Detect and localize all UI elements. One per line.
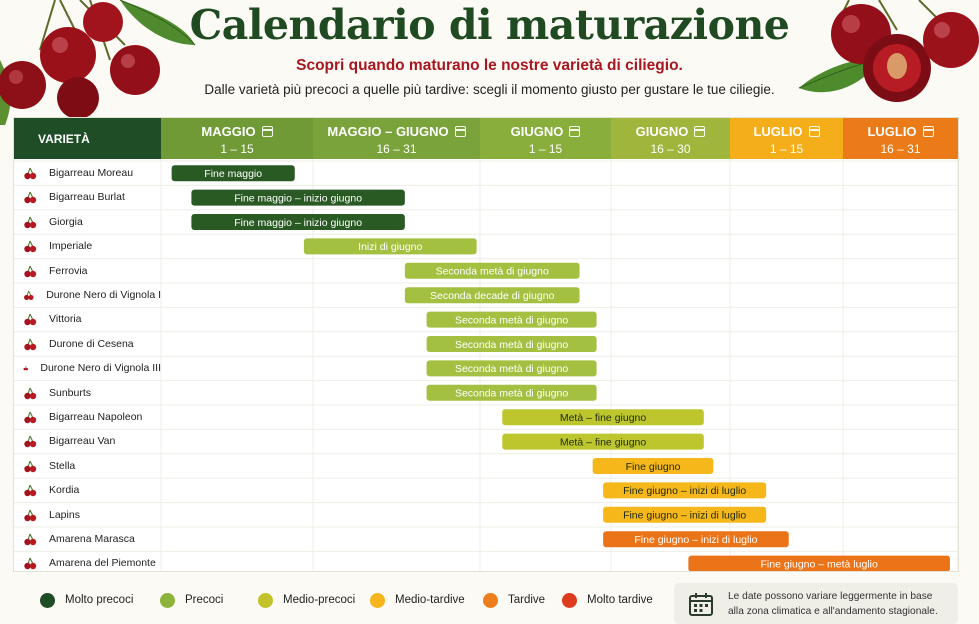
month-days: 1 – 15: [220, 142, 254, 156]
ripening-bar-label: Seconda metà di giugno: [454, 363, 569, 376]
page-intro: Dalle varietà più precoci a quelle più tardive: scegli il momento giusto per gustare le tue ciliegie.: [204, 82, 775, 97]
season-note-text: Le date possono variare leggermente in base alla zona climatica e all'andamento stagionale.: [728, 590, 938, 617]
ripening-bar-label: Fine giugno – inizi di luglio: [634, 534, 758, 546]
ripening-bar-label: Fine giugno – metà luglio: [760, 558, 878, 571]
legend-swatch: [40, 593, 55, 608]
calendar-icon: [688, 591, 714, 617]
month-label: LUGLIO: [867, 124, 917, 139]
month-label: LUGLIO: [753, 124, 803, 139]
variety-name: Amarena Marasca: [49, 533, 135, 545]
ripening-bar-label: Metà – fine giugno: [559, 436, 647, 449]
month-label: GIUGNO: [510, 124, 564, 139]
month-days: 16 – 31: [376, 142, 417, 156]
variety-name: Sunburts: [49, 386, 92, 399]
ripening-bar-label: Seconda metà di giugno: [454, 387, 569, 400]
variety-name: Giorgia: [49, 215, 83, 228]
legend-label: Medio-precoci: [283, 594, 356, 606]
legend-item: [483, 590, 545, 610]
season-note: [674, 583, 958, 624]
ripening-bar-label: Fine giugno: [625, 460, 681, 473]
variety-name: Imperiale: [49, 240, 93, 253]
ripening-bar-label: Fine giugno – inizi di luglio: [623, 509, 747, 522]
ripening-grid: [14, 118, 958, 571]
month-days: 16 – 31: [880, 142, 921, 156]
ripening-bar-label: Seconda metà di giugno: [454, 314, 569, 327]
ripening-bar-label: Seconda decade di giugno: [430, 290, 555, 302]
legend-swatch: [562, 593, 577, 608]
ripening-bar-label: Fine giugno – inizi di luglio: [623, 485, 747, 498]
variety-name: Durone Nero di Vignola III: [40, 362, 161, 375]
month-days: 16 – 30: [650, 142, 691, 156]
month-days: 1 – 15: [769, 142, 804, 156]
legend-label: Tardive: [508, 594, 546, 606]
legend-swatch: [160, 593, 175, 608]
variety-name: Kordia: [49, 484, 80, 497]
variety-name: Bigarreau Van: [49, 435, 116, 448]
ripening-bar-label: Fine maggio – inizio giugno: [234, 192, 363, 205]
page-subtitle: Scopri quando maturano le nostre varietà di ciliegio.: [296, 57, 683, 74]
variety-name: Lapins: [49, 508, 80, 521]
legend-item: [40, 590, 133, 610]
ripening-bar-label: Metà – fine giugno: [559, 412, 647, 424]
variety-name: Vittoria: [49, 313, 82, 326]
legend-swatch: [483, 593, 498, 608]
variety-name: Ferrovia: [49, 264, 88, 277]
variety-name: Bigarreau Napoleon: [49, 411, 143, 423]
ripening-bar-label: Inizi di giugno: [358, 241, 423, 254]
legend-label: Molto precoci: [65, 594, 134, 606]
month-days: 1 – 15: [528, 142, 563, 156]
legend-item: [160, 590, 223, 610]
variety-name: Amarena del Piemonte: [49, 557, 156, 570]
legend-swatch: [258, 593, 273, 608]
month-label: MAGGIO: [201, 124, 256, 139]
legend-label: Molto tardive: [587, 594, 653, 606]
month-label: GIUGNO: [635, 124, 689, 139]
legend-item: [258, 590, 355, 610]
variety-name: Stella: [49, 459, 76, 472]
variety-name: Durone Nero di Vignola I: [46, 289, 161, 301]
ripening-chart: [13, 117, 959, 572]
legend-label: Medio-tardive: [395, 594, 465, 606]
ripening-bar-label: Fine maggio – inizio giugno: [234, 216, 363, 229]
page-title: Calendario di maturazione: [189, 1, 790, 49]
variety-name: Bigarreau Moreau: [49, 167, 134, 179]
legend-item: [370, 590, 465, 610]
ripening-bar-label: Seconda metà di giugno: [435, 265, 549, 278]
legend-swatch: [370, 593, 385, 608]
ripening-bar-label: Fine maggio: [204, 168, 263, 180]
variety-name: Durone di Cesena: [49, 337, 134, 350]
ripening-bar-label: Seconda metà di giugno: [454, 338, 569, 351]
legend-item: [562, 590, 653, 610]
variety-column-header: VARIETÀ: [14, 118, 161, 159]
legend-label: Precoci: [185, 594, 224, 606]
variety-name: Bigarreau Burlat: [49, 191, 125, 204]
month-label: MAGGIO – GIUGNO: [327, 124, 449, 139]
